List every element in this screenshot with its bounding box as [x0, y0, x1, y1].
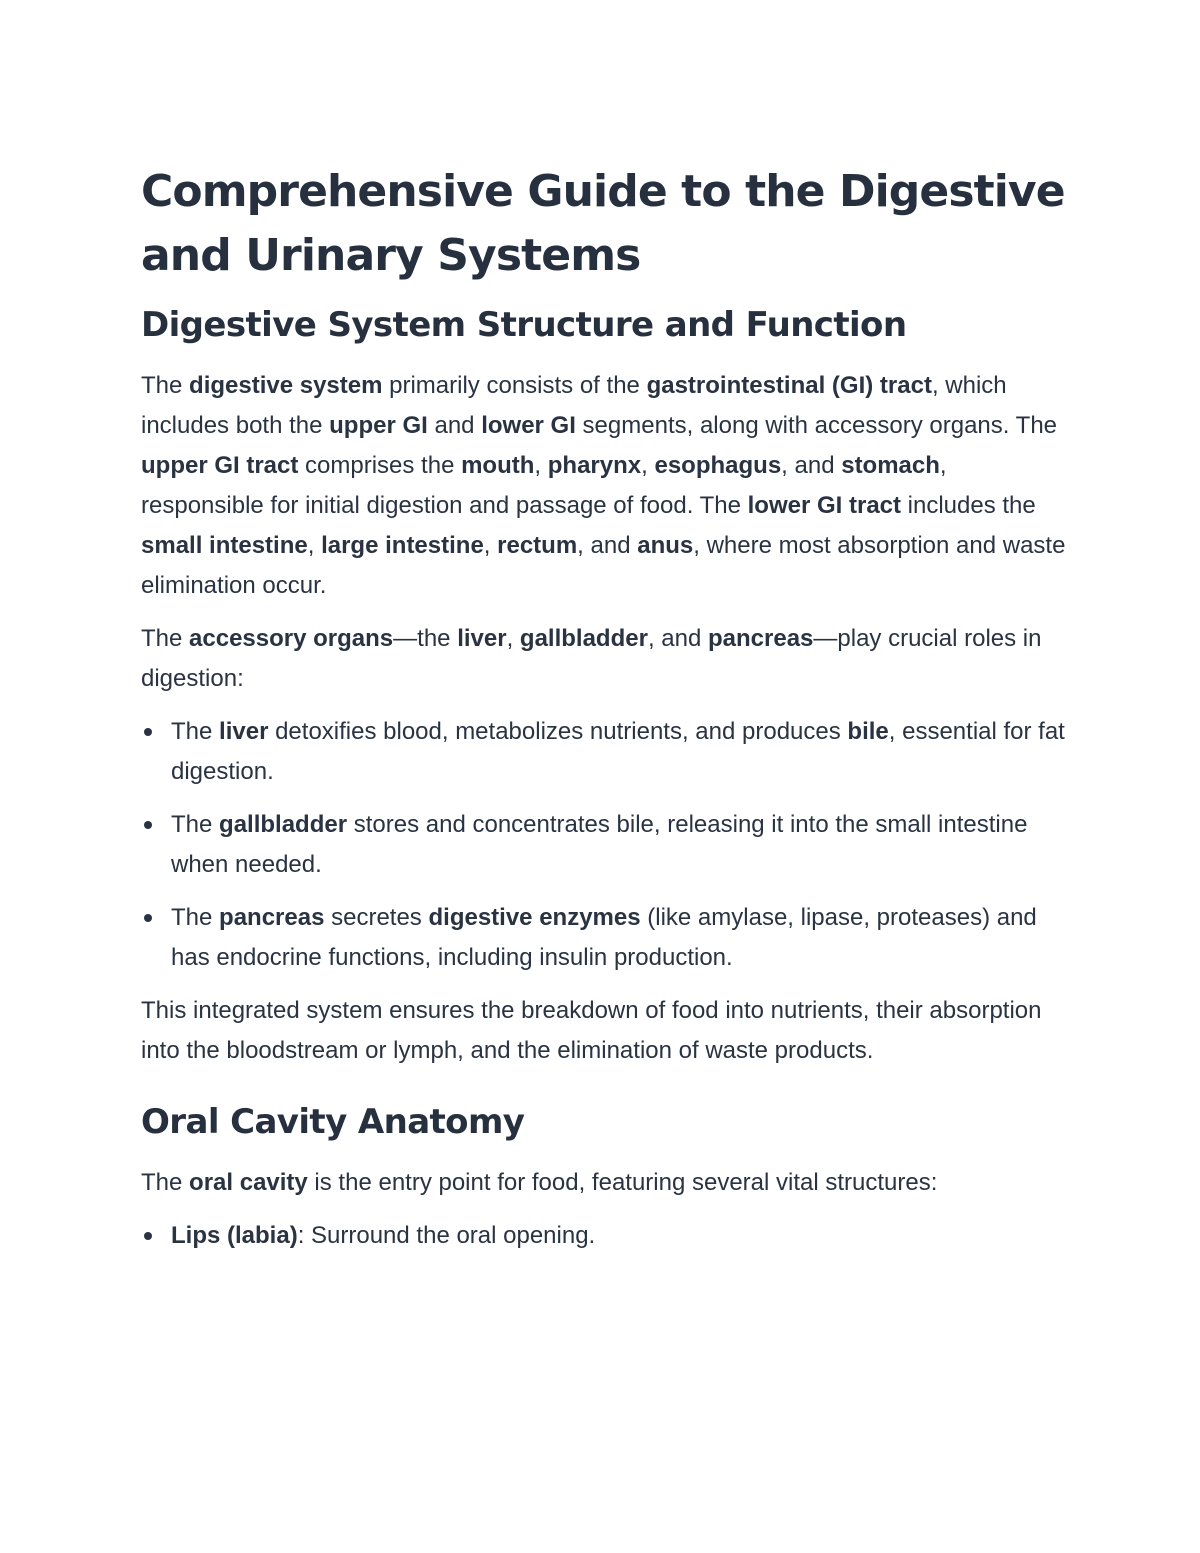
list-item-lips: Lips (labia): Surround the oral opening.: [141, 1216, 1071, 1256]
section-heading-digestive-system: Digestive System Structure and Function: [141, 305, 907, 345]
paragraph-gi-tract-overview: The digestive system primarily consists of the gastrointestinal (GI) tract, which includes both the upper GI and lower GI segments, along with accessory organs. The upper GI tract comprises the mouth, pharynx, esophagus, and stomach, responsible for initial digestion and passage of food. The lower GI tract includes the small intestine, large intestine, rectum, and anus, where most absorption and waste elimination occur.: [141, 372, 1066, 599]
paragraph-oral-cavity-intro: The oral cavity is the entry point for food, featuring several vital structures:: [141, 1169, 938, 1196]
list-item-liver: The liver detoxifies blood, metabolizes nutrients, and produces bile, essential for fat digestion.: [141, 712, 1071, 792]
bullet-icon: [144, 821, 152, 829]
bullet-icon: [144, 1232, 152, 1240]
bullet-icon: [144, 914, 152, 922]
list-item-gallbladder: The gallbladder stores and concentrates bile, releasing it into the small intestine when needed.: [141, 805, 1071, 885]
paragraph-integrated-system: This integrated system ensures the breakdown of food into nutrients, their absorption into the bloodstream or lymph, and the elimination of waste products.: [141, 997, 1042, 1064]
document-title: Comprehensive Guide to the Digestive and Urinary Systems: [141, 166, 1065, 281]
accessory-organs-list: [141, 712, 1071, 978]
section-heading-oral-cavity: Oral Cavity Anatomy: [141, 1102, 525, 1142]
document-page: [141, 160, 1071, 1269]
paragraph-accessory-organs: The accessory organs—the liver, gallbladder, and pancreas—play crucial roles in digestion:: [141, 625, 1042, 692]
list-item-pancreas: The pancreas secretes digestive enzymes (like amylase, lipase, proteases) and has endocrine functions, including insulin production.: [141, 898, 1071, 978]
bullet-icon: [144, 728, 152, 736]
oral-cavity-structures-list: [141, 1216, 1071, 1256]
